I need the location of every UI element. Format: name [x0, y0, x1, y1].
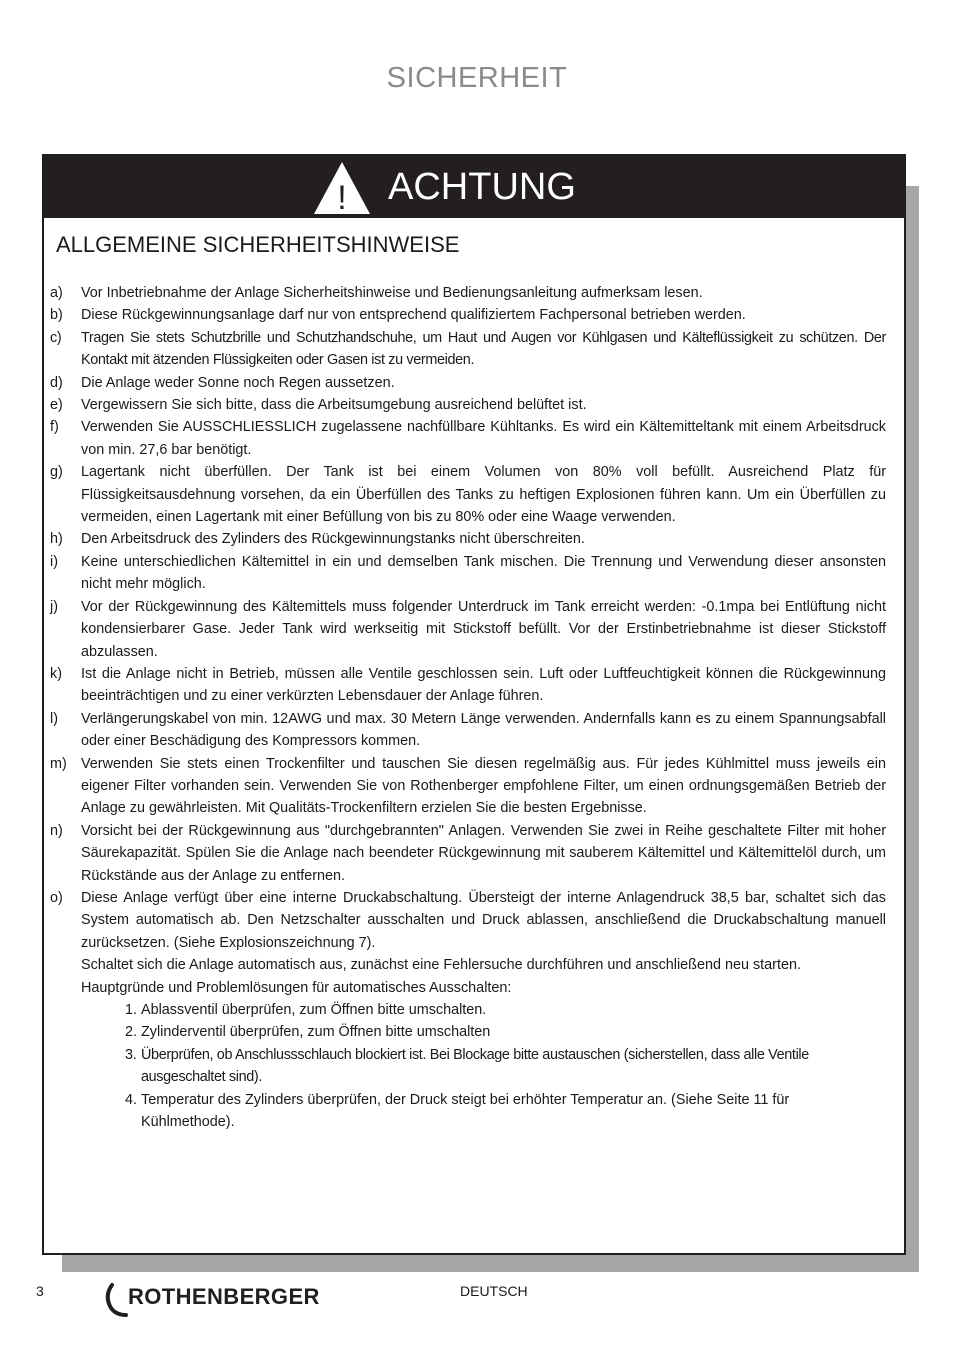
warning-banner	[44, 156, 904, 218]
item-marker: m)	[50, 755, 67, 772]
list-item	[50, 887, 886, 954]
item-text: Vor Inbetriebnahme der Anlage Sicherheitshinweise und Bedienungsanleitung aufmerksam lesen.	[81, 285, 703, 301]
safety-list	[50, 282, 886, 1133]
item-marker: j)	[50, 598, 58, 615]
step-number: 3.	[125, 1046, 137, 1063]
list-item	[50, 596, 886, 663]
item-text: Tragen Sie stets Schutzbrille und Schutzhandschuhe, um Haut und Augen vor Kühlgasen und Kälteflüssigkeit zu schützen. Der Kontakt mit ätzenden Flüssigkeiten oder Gasen ist zu vermeiden.	[81, 329, 886, 369]
list-item	[50, 461, 886, 528]
item-text: Diese Anlage verfügt über eine interne Druckabschaltung. Übersteigt der interne Anlagendruck 38,5 bar, schaltet sich das System automatisch ab. Den Netzschalter ausschalten und Druck ablassen, anschließend die Druckabschaltung manuell zurücksetzen. (Siehe Explosionszeichnung 7).	[81, 889, 886, 951]
step-number: 1.	[125, 1002, 138, 1018]
step-number: 4.	[125, 1091, 138, 1108]
item-text: Lagertank nicht überfüllen. Der Tank ist bei einem Volumen von 80% voll befüllt. Ausreichend Platz für Flüssigkeitsausdehnung vorsehen, da ein Überfüllen des Tanks zu heftigen Explosionen führen kann. Um ein Überfüllen zu vermeiden, einen Lagertank mit einer Befüllung von bis zu 80% oder eine Waage verwenden.	[81, 464, 886, 526]
numbered-step	[50, 1044, 886, 1089]
list-item	[50, 551, 886, 596]
brand-logo	[102, 1282, 352, 1318]
list-item	[50, 282, 886, 304]
item-marker: i)	[50, 553, 58, 570]
step-text: Überprüfen, ob Anschlussschlauch blockiert ist. Bei Blockage bitte austauschen (sicherstellen, dass alle Ventile ausgeschaltet sind).	[141, 1046, 809, 1086]
item-text: Den Arbeitsdruck des Zylinders des Rückgewinnungstanks nicht überschreiten.	[81, 531, 585, 548]
item-text: Diese Rückgewinnungsanlage darf nur von entsprechend qualifiziertem Fachpersonal betrieben werden.	[81, 307, 746, 324]
item-marker: e)	[50, 397, 63, 414]
item-text: Vor der Rückgewinnung des Kältemittels muss folgender Unterdruck im Tank erreicht werden: -0.1mpa bei Entlüftung nicht kondensierbarer Gase. Jeder Tank wird werkseitig mit Stickstoff befüllt. Vor der Erstinbetriebnahme ist dieser Stickstoff abzulassen.	[81, 598, 886, 660]
item-marker: o)	[50, 889, 63, 906]
item-text: Verlängerungskabel von min. 12AWG und max. 30 Metern Länge verwenden. Andernfalls kann es zu einem Spannungsabfall oder einer Beschädigung des Kompressors kommen.	[81, 710, 886, 750]
warning-title: ACHTUNG	[388, 166, 576, 208]
list-item	[50, 416, 886, 461]
step-text: Zylinderventil überprüfen, zum Öffnen bitte umschalten	[141, 1024, 491, 1041]
list-item	[50, 372, 886, 394]
section-heading: ALLGEMEINE SICHERHEITSHINWEISE	[56, 232, 460, 257]
item-text: Verwenden Sie AUSSCHLIESSLICH zugelassene nachfüllbare Kühltanks. Es wird ein Kältemitteltank mit einem Arbeitsdruck von min. 27,6 bar benötigt.	[81, 419, 886, 458]
item-marker: h)	[50, 531, 63, 548]
numbered-step	[50, 999, 886, 1021]
list-item	[50, 528, 886, 550]
warning-box	[42, 154, 906, 1255]
warning-triangle-icon	[312, 160, 372, 216]
list-item	[50, 753, 886, 820]
page-title: SICHERHEIT	[386, 62, 568, 94]
item-marker: c)	[50, 329, 62, 346]
numbered-step	[50, 1089, 886, 1134]
list-item	[50, 663, 886, 708]
page-number: 3	[36, 1283, 44, 1299]
item-marker: k)	[50, 665, 62, 682]
language-label: DEUTSCH	[460, 1283, 528, 1299]
numbered-step	[50, 1021, 886, 1043]
brand-name: ROTHENBERGER	[128, 1284, 320, 1309]
list-item	[50, 304, 886, 326]
item-text: Die Anlage weder Sonne noch Regen aussetzen.	[81, 374, 395, 391]
item-text: Verwenden Sie stets einen Trockenfilter und tauschen Sie diesen regelmäßig aus. Für jedes Kühlmittel muss jeweils ein eigener Filter vorhanden sein. Verwenden Sie von Rothenberger empfohlene Filter, um einen ordnungsgemäßen Betrieb der Anlage zu gewährleisten. Mit Qualitäts-Trockenfiltern erzielen Sie die besten Ergebnisse.	[81, 755, 886, 817]
step-text: Temperatur des Zylinders überprüfen, der Druck steigt bei erhöhter Temperatur an. (Siehe Seite 11 für Kühlmethode).	[141, 1091, 790, 1131]
item-marker: a)	[50, 285, 63, 301]
list-item	[50, 820, 886, 887]
step-text: Ablassventil überprüfen, zum Öffnen bitte umschalten.	[141, 1002, 487, 1018]
list-item	[50, 394, 886, 416]
item-text: Ist die Anlage nicht in Betrieb, müssen alle Ventile geschlossen sein. Luft oder Luftfeuchtigkeit können die Rückgewinnung beeinträchtigen und zu einer verkürzten Lebensdauer der Anlage führen.	[81, 665, 886, 705]
step-number: 2.	[125, 1024, 138, 1041]
item-text: Vergewissern Sie sich bitte, dass die Arbeitsumgebung ausreichend belüftet ist.	[81, 397, 587, 414]
item-marker: g)	[50, 464, 63, 481]
item-o-paragraph: Schaltet sich die Anlage automatisch aus, zunächst eine Fehlersuche durchführen und anschließend neu starten.	[81, 957, 801, 974]
warning-icon-glyph: !	[337, 179, 347, 216]
item-marker: f)	[50, 419, 59, 436]
list-item	[50, 327, 886, 372]
list-item	[50, 708, 886, 753]
item-text: Keine unterschiedlichen Kältemittel in ein und demselben Tank mischen. Die Trennung und Verwendung dieser ansonsten nicht mehr möglich.	[81, 553, 886, 593]
item-marker: b)	[50, 307, 63, 324]
item-marker: l)	[50, 710, 58, 727]
item-marker: n)	[50, 822, 63, 839]
item-text: Vorsicht bei der Rückgewinnung aus "durchgebrannten" Anlagen. Verwenden Sie zwei in Reihe geschaltete Filter mit hoher Säurekapazität. Spülen Sie die Anlage nach beendeter Rückgewinnung mit sauberem Kältemittel und Kältemittelöl durch, um Rückstände aus der Anlage zu entfernen.	[81, 822, 886, 884]
item-marker: d)	[50, 374, 63, 391]
item-o-subheading: Hauptgründe und Problemlösungen für automatisches Ausschalten:	[81, 979, 512, 996]
